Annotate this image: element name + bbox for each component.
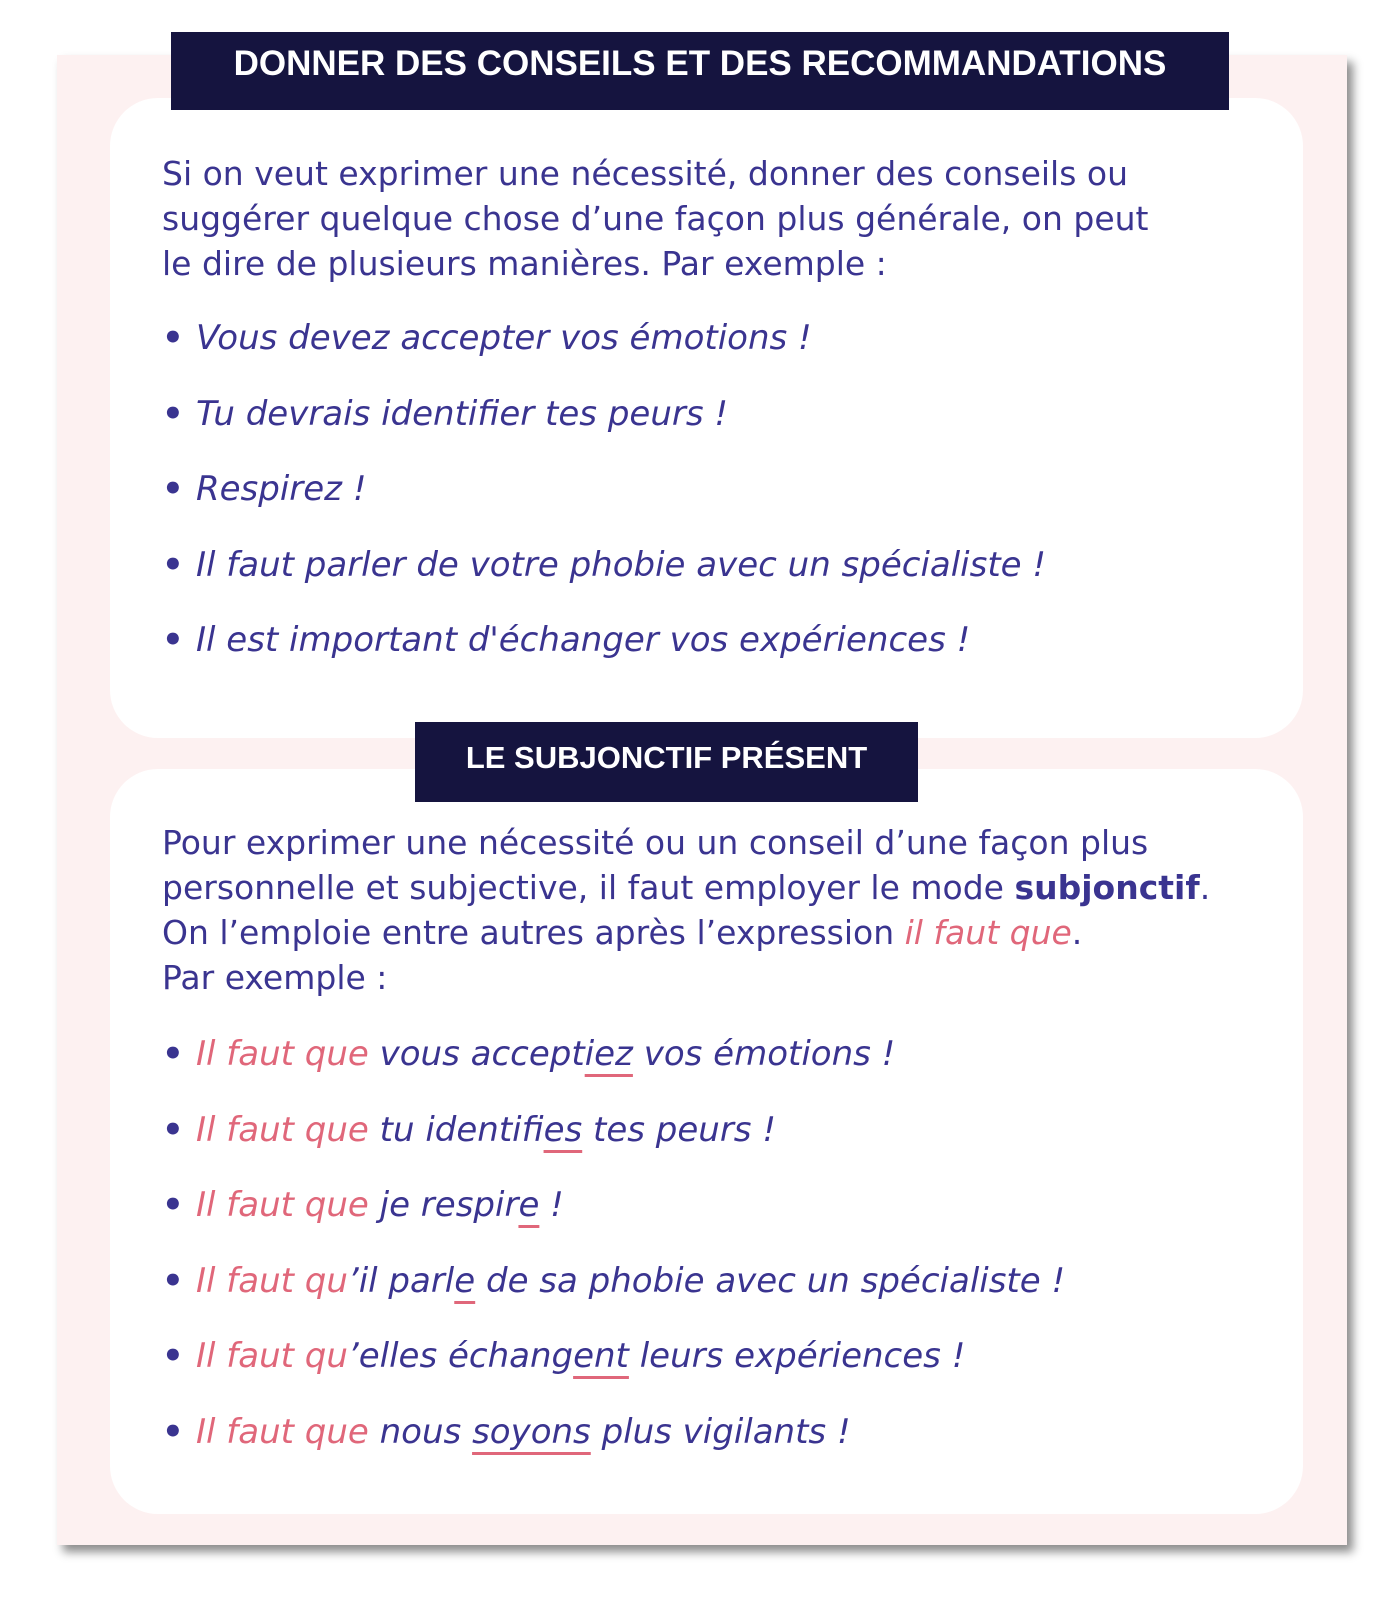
example-text: Respirez !	[196, 469, 367, 509]
example-text: !	[539, 1185, 564, 1225]
example-text: de sa phobie avec un spécialiste !	[475, 1260, 1066, 1301]
example-text: Il faut parler de votre phobie avec un spécialiste !	[196, 544, 1047, 585]
verb-ending: e	[518, 1185, 540, 1225]
subjunctive-intro-line	[162, 865, 1292, 910]
list-item	[162, 394, 1046, 470]
verb-ending: ent	[573, 1336, 629, 1376]
bullet-icon: •	[162, 1411, 184, 1452]
bullet-icon: •	[162, 1109, 184, 1150]
intro-text: On l’emploie entre autres après l’expression	[162, 913, 905, 952]
example-lead: Il faut que	[196, 1034, 369, 1074]
verb-ending: es	[543, 1109, 583, 1150]
advice-examples-list	[162, 318, 1046, 696]
advice-intro-line: le dire de plusieurs manières. Par exemple :	[162, 244, 887, 283]
bullet-icon: •	[162, 318, 184, 358]
bullet-icon: •	[162, 393, 184, 434]
example-text: nous	[368, 1411, 473, 1452]
verb-ending: iez	[584, 1034, 633, 1074]
example-text: vous accept	[368, 1034, 585, 1074]
example-text: ’il parl	[347, 1260, 455, 1301]
list-item	[162, 1412, 1065, 1488]
advice-intro-line: suggérer quelque chose d’une façon plus générale, on peut	[162, 199, 1149, 238]
list-item	[162, 1185, 1065, 1261]
intro-text: .	[1071, 913, 1083, 952]
list-item	[162, 620, 1046, 696]
example-text: Vous devez accepter vos émotions !	[196, 318, 812, 358]
example-text: je respir	[368, 1185, 519, 1225]
example-lead: Il faut que	[196, 1185, 369, 1225]
subjunctive-intro-line	[162, 910, 1292, 955]
list-item	[162, 545, 1046, 621]
bullet-icon: •	[162, 620, 184, 660]
subjunctive-intro	[162, 820, 1292, 1000]
subjunctive-examples-list	[162, 1034, 1065, 1487]
example-text: leurs expériences !	[628, 1336, 966, 1376]
advice-intro-line: Si on veut exprimer une nécessité, donner des conseils ou	[162, 154, 1129, 193]
subjunctive-intro-line: Par exemple :	[162, 958, 388, 997]
expression-il-faut-que: il faut que	[904, 913, 1072, 952]
bullet-icon: •	[162, 544, 184, 585]
bullet-icon: •	[162, 469, 184, 509]
example-lead: Il faut que	[196, 1109, 369, 1150]
section-title-subjunctive: LE SUBJONCTIF PRÉSENT	[415, 722, 918, 802]
list-item	[162, 1336, 1065, 1412]
example-text: tu identifi	[368, 1109, 544, 1150]
example-lead: Il faut que	[196, 1411, 369, 1452]
list-item	[162, 469, 1046, 545]
example-text: ’elles échang	[347, 1336, 574, 1376]
keyword-subjonctif: subjonctif	[1014, 868, 1200, 907]
example-lead: Il faut qu	[196, 1260, 348, 1301]
list-item	[162, 1261, 1065, 1337]
advice-intro	[162, 151, 1262, 286]
intro-text: .	[1199, 868, 1211, 907]
list-item	[162, 318, 1046, 394]
bullet-icon: •	[162, 1260, 184, 1301]
example-text: plus vigilants !	[590, 1411, 851, 1452]
example-text: tes peurs !	[582, 1109, 776, 1150]
list-item	[162, 1110, 1065, 1186]
example-text: Tu devrais identifier tes peurs !	[196, 393, 728, 434]
example-lead: Il faut qu	[196, 1336, 348, 1376]
example-text: vos émotions !	[632, 1034, 896, 1074]
bullet-icon: •	[162, 1336, 184, 1376]
example-text: Il est important d'échanger vos expériences !	[196, 620, 971, 660]
list-item	[162, 1034, 1065, 1110]
intro-text: personnelle et subjective, il faut employer le mode	[162, 868, 1015, 907]
section-title-advice: DONNER DES CONSEILS ET DES RECOMMANDATIONS	[171, 32, 1229, 110]
verb-ending: e	[454, 1260, 476, 1301]
verb-ending: soyons	[472, 1411, 591, 1452]
subjunctive-intro-line: Pour exprimer une nécessité ou un conseil d’une façon plus	[162, 823, 1149, 862]
bullet-icon: •	[162, 1034, 184, 1074]
bullet-icon: •	[162, 1185, 184, 1225]
